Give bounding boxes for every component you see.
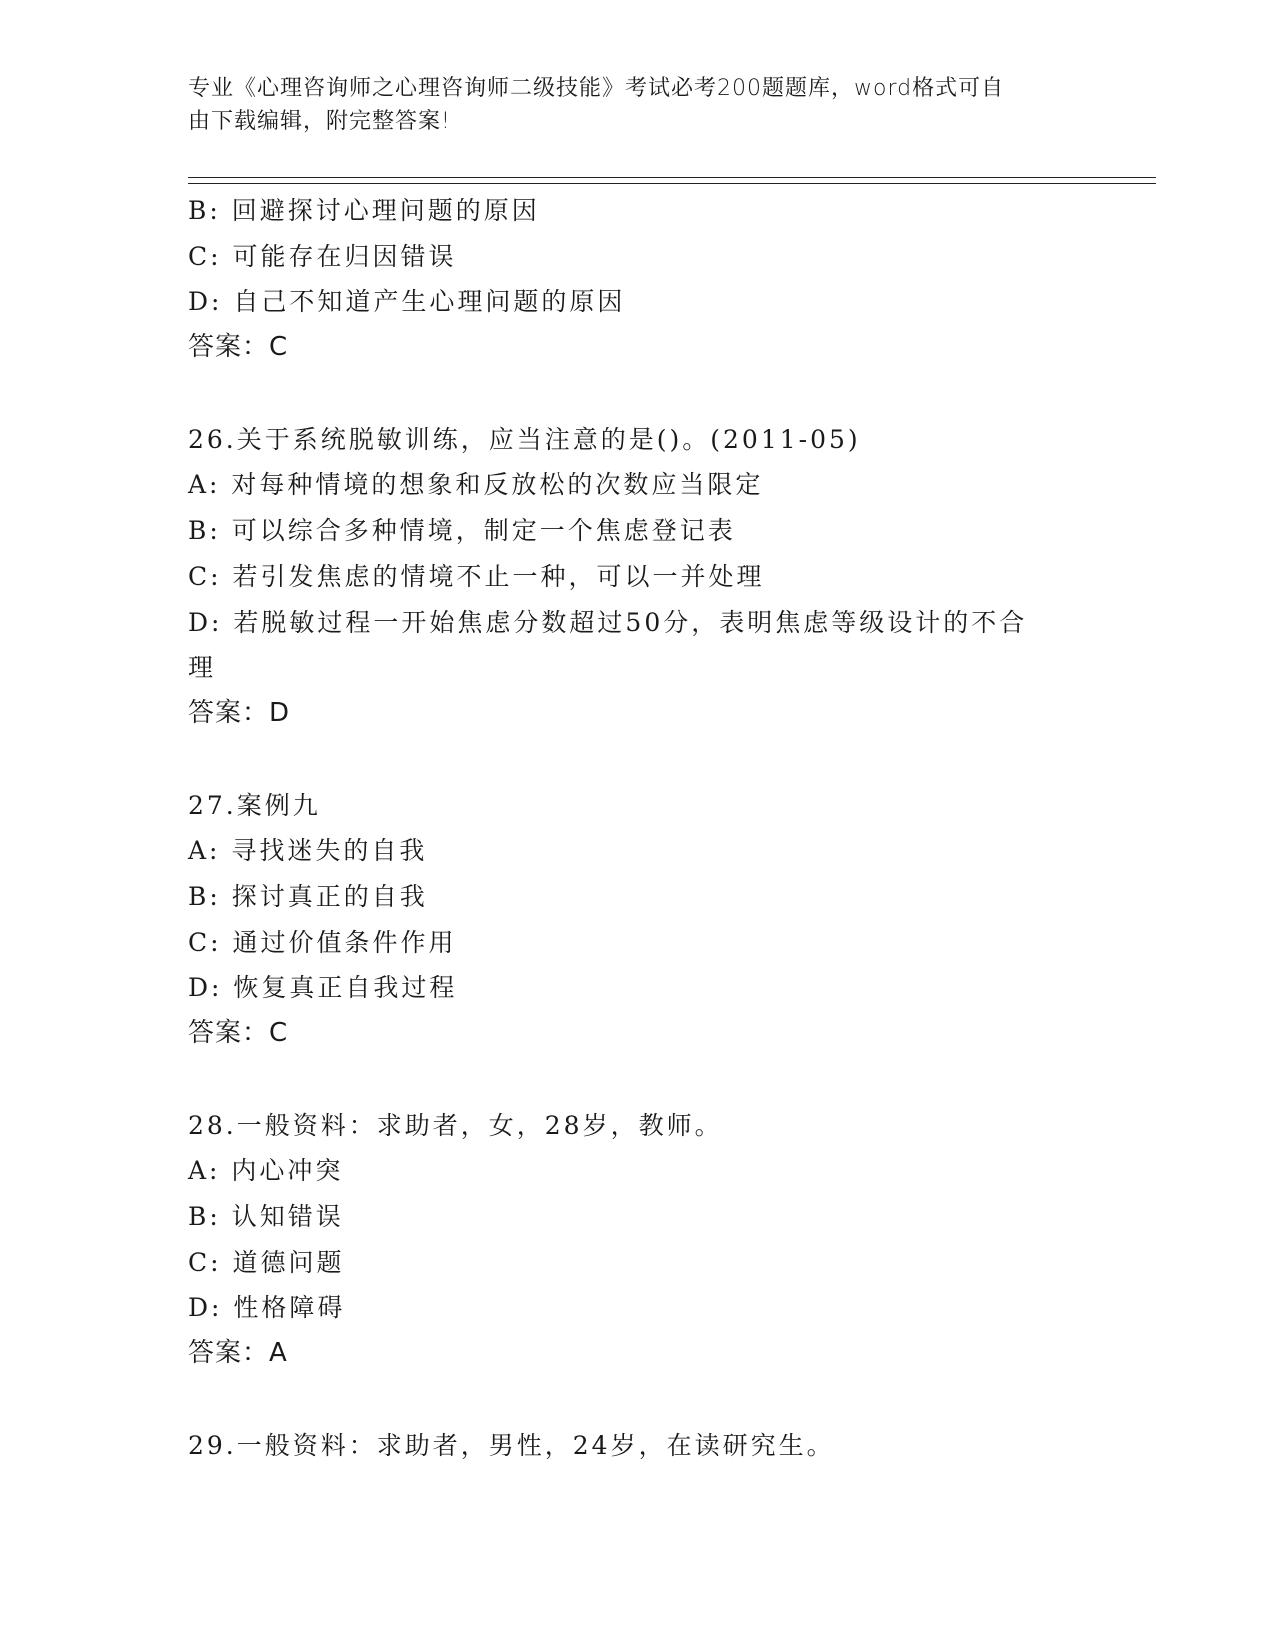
option-c: C: 可能存在归因错误 xyxy=(188,241,457,271)
option-a: A: 寻找迷失的自我 xyxy=(188,836,428,866)
option-c: C: 若引发焦虑的情境不止一种，可以一并处理 xyxy=(188,561,765,591)
option-b: B: 认知错误 xyxy=(188,1202,344,1232)
answer: 答案：D xyxy=(188,697,291,728)
option-d: D: 恢复真正自我过程 xyxy=(188,973,458,1003)
option-a: A: 内心冲突 xyxy=(188,1156,344,1186)
answer: 答案：C xyxy=(188,1018,289,1048)
option-d: D: 若脱敏过程一开始焦虑分数超过50分，表明焦虑等级设计的不合 xyxy=(188,607,1028,637)
question-stem: 29.一般资料：求助者，男性，24岁，在读研究生。 xyxy=(188,1430,835,1460)
question-26 xyxy=(188,417,1068,737)
header-rule-top xyxy=(188,177,1156,178)
question-28 xyxy=(188,1103,1068,1377)
document-header xyxy=(188,72,1068,138)
option-b: B: 探讨真正的自我 xyxy=(188,881,428,911)
question-stem: 28.一般资料：求助者，女，28岁，教师。 xyxy=(188,1110,723,1140)
option-c: C: 通过价值条件作用 xyxy=(188,927,457,957)
option-b: B: 可以综合多种情境，制定一个焦虑登记表 xyxy=(188,516,736,546)
answer: 答案：A xyxy=(188,1338,288,1369)
header-line-2: 由下载编辑，附完整答案! xyxy=(188,109,451,134)
option-b: B: 回避探讨心理问题的原因 xyxy=(188,196,540,225)
question-29 xyxy=(188,1423,1068,1469)
spacer xyxy=(188,1377,1068,1423)
question-list xyxy=(188,188,1068,1469)
header-line-1: 专业《心理咨询师之心理咨询师二级技能》考试必考200题题库，word格式可自 xyxy=(188,76,1005,101)
option-a: A: 对每种情境的想象和反放松的次数应当限定 xyxy=(188,470,764,500)
spacer xyxy=(188,1057,1068,1103)
option-d: D: 自己不知道产生心理问题的原因 xyxy=(188,287,626,317)
question-25 xyxy=(188,188,1068,371)
question-stem: 27.案例九 xyxy=(188,790,321,820)
spacer xyxy=(188,737,1068,783)
header-rule-bottom xyxy=(188,183,1156,184)
spacer xyxy=(188,371,1068,417)
question-stem: 26.关于系统脱敏训练，应当注意的是()。(2011-05) xyxy=(188,424,861,454)
answer: 答案：C xyxy=(188,332,289,363)
option-c: C: 道德问题 xyxy=(188,1247,345,1277)
question-27 xyxy=(188,783,1068,1057)
option-d: D: 性格障碍 xyxy=(188,1293,346,1323)
option-d-continued: 理 xyxy=(188,653,217,683)
